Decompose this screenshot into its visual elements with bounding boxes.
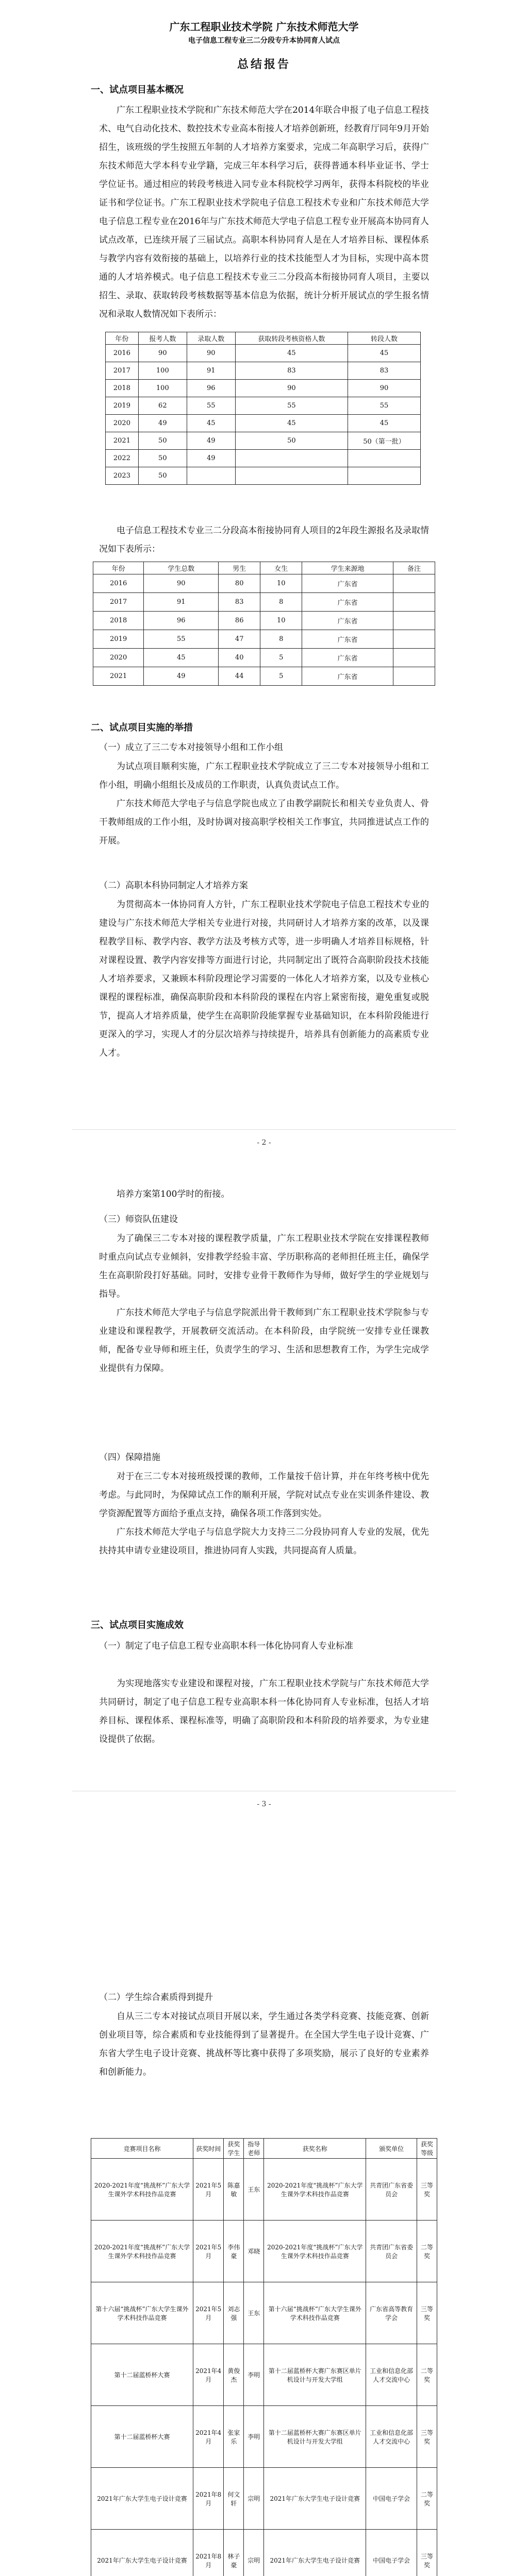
table-cell: 62 (138, 397, 187, 415)
paragraph-text: 为了确保三二专本对接的课程教学质量，广东工程职业技术学院在安排课程教师时重点向试点专业倾斜，安排教学经验丰富、学历职称高的老师担任班主任，确保学生在高职阶段打好基础。同时，安排专业骨干教师作为导师，做好学生的学业规划与指导。 (99, 1233, 429, 1299)
table-header-cell: 录取人数 (187, 332, 235, 345)
table-cell: 55 (235, 397, 348, 415)
student-source-table (93, 562, 435, 686)
table-cell: 广东省 (302, 612, 393, 630)
table-cell (187, 467, 235, 485)
table-cell: 2021年8月 (193, 2468, 224, 2530)
table-cell: 55 (144, 630, 219, 649)
table-cell: 三等奖 (417, 2159, 437, 2221)
table-cell: 工业和信息化部人才交流中心 (366, 2406, 417, 2468)
table-cell (348, 450, 420, 467)
table-row (91, 2530, 437, 2576)
table-cell: 第十二届蓝桥杯大赛 (91, 2406, 193, 2468)
table-cell: 二等奖 (417, 2468, 437, 2530)
table-cell: 2021年广东大学生电子设计竞赛 (264, 2530, 366, 2576)
table-cell: 100 (138, 380, 187, 397)
table-cell (393, 593, 435, 612)
paragraph-text: 广东技术师范大学电子与信息学院大力支持三二分段协同育人专业的发展，优先扶持其申请专业建设项目，推进协同育人实践，共同提高育人质量。 (99, 1527, 429, 1556)
table-cell: 2019 (106, 397, 139, 415)
table-row (93, 667, 435, 686)
table-cell: 2021 (93, 667, 144, 686)
table-cell: 2020-2021年度“挑战杯”广东大学生课外学术科技作品竞赛 (264, 2221, 366, 2282)
table-cell: 80 (219, 574, 260, 593)
table-cell: 55 (187, 397, 235, 415)
table-header-cell: 女生 (260, 562, 302, 574)
table-header-cell: 获奖等级 (417, 2139, 437, 2159)
table-header-cell: 获取转段考核资格人数 (235, 332, 348, 345)
table-cell: 49 (144, 667, 219, 686)
table-cell: 5 (260, 649, 302, 667)
table-cell: 96 (144, 612, 219, 630)
paragraph-table2-intro (99, 521, 429, 558)
table-cell (235, 467, 348, 485)
table-header-cell: 获奖学生 (224, 2139, 244, 2159)
table-cell: 2021年4月 (193, 2344, 224, 2406)
paragraph-intro (99, 101, 429, 324)
table-cell: 83 (219, 593, 260, 612)
paragraph-text: 广东技术师范大学电子与信息学院派出骨干教师到广东工程职业技术学院参与专业建设和课程教学，开展教研交流活动。在本科阶段，由学院统一安排专业任课教师，配备专业导师和班主任，负责学生的学习、生活和思想教育工作，为学生完成学业提供有力保障。 (99, 1308, 429, 1374)
table-cell: 2021年广东大学生电子设计竞赛 (91, 2530, 193, 2576)
table-cell: 100 (138, 362, 187, 380)
table-row (106, 362, 421, 380)
table-cell: 5 (260, 667, 302, 686)
table-cell: 二等奖 (417, 2344, 437, 2406)
table-cell: 2021年广东大学生电子设计竞赛 (91, 2468, 193, 2530)
table-header-cell: 竞赛项目名称 (91, 2139, 193, 2159)
subheading-3-1: （一）制定了电子信息工程专业高职本科一体化协同育人专业标准 (99, 1641, 353, 1651)
table-cell: 宗明 (244, 2530, 264, 2576)
paragraph-block (99, 1229, 429, 1378)
table-row (106, 415, 421, 432)
table-row (91, 2159, 437, 2221)
table-cell: 44 (219, 667, 260, 686)
table-row (93, 612, 435, 630)
table-cell: 2021年4月 (193, 2406, 224, 2468)
paragraph-text: 为实现地落实专业建设和课程对接，广东工程职业技术学院与广东技术师范大学共同研讨，制定了电子信息工程专业高职本科一体化协同育人专业标准，包括人才培养目标、课程体系、课程标准等，明确了高职阶段和本科阶段的培养要求，为专业建设提供了依据。 (99, 1679, 429, 1744)
table-cell: 50 (138, 467, 187, 485)
table-cell: 李明 (244, 2406, 264, 2468)
table-cell (393, 574, 435, 593)
table-cell: 50 (235, 432, 348, 450)
table-cell: 2021年5月 (193, 2159, 224, 2221)
table-cell: 2019 (93, 630, 144, 649)
table-cell: 工业和信息化部人才交流中心 (366, 2344, 417, 2406)
table-cell: 96 (187, 380, 235, 397)
subheading-2-4: （四）保障措施 (99, 1452, 160, 1463)
table-cell: 黄俊杰 (224, 2344, 244, 2406)
section-heading-2: 二、试点项目实施的举措 (91, 722, 193, 733)
table-cell: 8 (260, 630, 302, 649)
table-cell: 刘志强 (224, 2282, 244, 2344)
report-heading: 总结报告 (237, 58, 291, 71)
page-divider (72, 1129, 456, 1130)
table-row (106, 397, 421, 415)
subheading-3-2: （二）学生综合素质得到提升 (99, 1992, 213, 2003)
table-cell: 49 (138, 415, 187, 432)
table-cell: 广东省 (302, 667, 393, 686)
table-cell: 10 (260, 612, 302, 630)
table-cell: 2017 (93, 593, 144, 612)
table-cell: 50（第一批） (348, 432, 420, 450)
table-header-cell: 年份 (93, 562, 144, 574)
table-cell (393, 630, 435, 649)
table-header-cell: 学生来源地 (302, 562, 393, 574)
table-cell: 第十六届“挑战杯”广东大学生课外学术科技作品竞赛 (91, 2282, 193, 2344)
table-cell: 91 (144, 593, 219, 612)
section-heading-1: 一、试点项目基本概况 (91, 84, 184, 95)
table-cell: 2021年5月 (193, 2282, 224, 2344)
table-cell: 2021 (106, 432, 139, 450)
table-cell: 广东省 (302, 630, 393, 649)
table-cell: 第十六届“挑战杯”广东大学生课外学术科技作品竞赛 (264, 2282, 366, 2344)
table-cell (393, 649, 435, 667)
table-cell: 广东省 (302, 574, 393, 593)
paragraph-block (99, 1467, 429, 1560)
subheading-2-2: （二）高职本科协同制定人才培养方案 (99, 880, 248, 891)
subheading-2-1: （一）成立了三二专本对接领导小组和工作小组 (99, 742, 283, 753)
table-cell: 90 (138, 345, 187, 362)
table-cell: 2016 (93, 574, 144, 593)
table-cell: 10 (260, 574, 302, 593)
table-cell: 共青团广东省委员会 (366, 2221, 417, 2282)
table-cell: 50 (138, 450, 187, 467)
paragraph-block (99, 757, 429, 850)
enrollment-table (105, 332, 421, 485)
table-cell: 共青团广东省委员会 (366, 2159, 417, 2221)
table-cell: 广东省高等教育学会 (366, 2282, 417, 2344)
table-row (93, 574, 435, 593)
table-header-cell: 报考人数 (138, 332, 187, 345)
table-row (106, 432, 421, 450)
table-cell: 2020-2021年度“挑战杯”广东大学生课外学术科技作品竞赛 (91, 2159, 193, 2221)
table-cell: 90 (187, 345, 235, 362)
table-header-cell: 颁奖单位 (366, 2139, 417, 2159)
table-cell: 广东省 (302, 649, 393, 667)
table-cell (393, 667, 435, 686)
document-title: 广东工程职业技术学院 广东技术师范大学 (169, 21, 359, 33)
table-header-cell: 获奖时间 (193, 2139, 224, 2159)
table-cell: 2021年广东大学生电子设计竞赛 (264, 2468, 366, 2530)
table-cell: 8 (260, 593, 302, 612)
paragraph-block (99, 2007, 429, 2081)
table-cell: 45 (235, 415, 348, 432)
table-cell: 邓晓 (244, 2221, 264, 2282)
table-cell: 2022 (106, 450, 139, 467)
table-cell: 王东 (244, 2282, 264, 2344)
table-cell: 三等奖 (417, 2530, 437, 2576)
paragraph-text: 电子信息工程技术专业三二分段高本衔接协同育人项目的2年段生源报名及录取情况如下表所示： (99, 526, 429, 554)
table-cell: 91 (187, 362, 235, 380)
section-heading-3: 三、试点项目实施成效 (91, 1620, 184, 1631)
table-row (106, 380, 421, 397)
table-row (93, 593, 435, 612)
table-header-cell: 年份 (106, 332, 139, 345)
page-number: - 3 - (257, 1800, 271, 1808)
table-header-cell: 指导老师 (244, 2139, 264, 2159)
paragraph-text: 自从三二专本对接试点项目开展以来，学生通过各类学科竞赛、技能竞赛、创新创业项目等，综合素质和专业技能得到了显著提升。在全国大学生电子设计竞赛、广东省大学生电子设计竞赛、挑战杯等比赛中获得了多项奖励，展示了良好的专业素养和创新能力。 (99, 2011, 429, 2077)
table-cell: 83 (235, 362, 348, 380)
table-header-cell: 获奖名称 (264, 2139, 366, 2159)
table-cell: 2021年5月 (193, 2221, 224, 2282)
paragraph-text: 广东技术师范大学电子与信息学院也成立了由教学副院长和相关专业负责人、骨干教师组成的工作小组，及时协调对接高职学校相关工作事宜，共同推进试点工作的开展。 (99, 799, 429, 846)
paragraph-block (99, 895, 429, 1062)
table-cell: 2020-2021年度“挑战杯”广东大学生课外学术科技作品竞赛 (91, 2221, 193, 2282)
table-row (91, 2344, 437, 2406)
table-row (93, 649, 435, 667)
table-cell: 40 (219, 649, 260, 667)
table-header-cell: 学生总数 (144, 562, 219, 574)
document-subtitle: 电子信息工程专业三二分段专升本协同育人试点 (188, 37, 340, 45)
table-cell: 广东省 (302, 593, 393, 612)
table-header-cell: 转段人数 (348, 332, 420, 345)
table-cell: 2020 (106, 415, 139, 432)
table-cell: 2017 (106, 362, 139, 380)
table-cell: 李明 (244, 2344, 264, 2406)
table-row (106, 450, 421, 467)
table-cell: 林子豪 (224, 2530, 244, 2576)
table-cell: 李伟豪 (224, 2221, 244, 2282)
paragraph-block (99, 1185, 429, 1204)
table-cell: 三等奖 (417, 2406, 437, 2468)
table-cell: 中国电子学会 (366, 2468, 417, 2530)
table-cell: 第十二届蓝桥杯大赛 (91, 2344, 193, 2406)
table-row (91, 2282, 437, 2344)
table-cell: 2021年8月 (193, 2530, 224, 2576)
paragraph-text: 为贯彻高本一体协同育人方针，广东工程职业技术学院电子信息工程技术专业的建设与广东技术师范大学相关专业进行对接，共同研讨人才培养方案的改革，以及课程教学目标、教学内容、教学方法及考核方式等，进一步明确人才培养目标规格，针对课程设置、教学内容安排等方面进行讨论，共同制定出了既符合高职阶段技术技能人才培养要求，又兼顾本科阶段理论学习需要的一体化人才培养方案，以及专业核心课程的课程标准，确保高职阶段和本科阶段的课程在内容上紧密衔接，避免重复或脱节，提高人才培养质量，使学生在高职阶段能掌握专业基础知识，在本科阶段能进行更深入的学习，实现人才的分层次培养与持续提升，培养具有创新能力的高素质专业人才。 (99, 900, 429, 1058)
table-cell: 86 (219, 612, 260, 630)
table-cell: 何文轩 (224, 2468, 244, 2530)
table-row (91, 2221, 437, 2282)
table-cell: 45 (235, 345, 348, 362)
table-cell: 90 (348, 380, 420, 397)
table-cell: 45 (348, 345, 420, 362)
table-cell: 2018 (93, 612, 144, 630)
table-cell: 张家乐 (224, 2406, 244, 2468)
table-cell: 第十二届蓝桥杯大赛广东赛区单片机设计与开发大学组 (264, 2406, 366, 2468)
table-cell: 49 (187, 450, 235, 467)
table-cell: 第十二届蓝桥杯大赛广东赛区单片机设计与开发大学组 (264, 2344, 366, 2406)
table-row (91, 2406, 437, 2468)
table-cell: 2016 (106, 345, 139, 362)
paragraph-text: 广东工程职业技术学院和广东技术师范大学在2014年联合申报了电子信息工程技术、电气自动化技术、数控技术专业高本衔接人才培养创新班，经教育厅同年9月开始招生，该班级的学生按照五年制的人才培养方案要求，完成二年高职学习后，获得广东技术师范大学本科专业学籍，完成三年本科学习后，获得普通本科毕业证书、学士学位证书。通过相应的转段考核进入同专业本科院校学习两年，获得本科院校的毕业证书和学位证书。广东工程职业技术学院电子信息工程技术专业和广东技术师范大学电子信息工程专业在2016年与广东技术师范大学电子信息工程专业开展高本协同育人试点改革，已连续开展了三届试点。高职本科协同育人是在人才培养目标、课程体系与教学内容有效衔接的基础上，以培养行业的技术技能型人才为目标，实现中高本贯通的人才培养模式。电子信息工程技术专业三二分段高本衔接协同育人项目，主要以招生、录取、获取转段考核数据等基本信息为依据，统计分析开展试点的学生报名情况和录取人数情况如下表所示： (99, 105, 429, 319)
table-cell: 二等奖 (417, 2221, 437, 2282)
table-cell: 中国电子学会 (366, 2530, 417, 2576)
table-cell: 47 (219, 630, 260, 649)
table-cell: 45 (144, 649, 219, 667)
paragraph-text: 对于在三二专本对接班级授课的教师，工作量按千倍计算，并在年终考核中优先考虑。与此同时，为保障试点工作的顺利开展，学院对试点专业在实训条件建设、教学资源配置等方面给予重点支持，确保各项工作落到实处。 (99, 1471, 429, 1519)
table-cell: 49 (187, 432, 235, 450)
table-cell: 2020-2021年度“挑战杯”广东大学生课外学术科技作品竞赛 (264, 2159, 366, 2221)
table-cell (235, 450, 348, 467)
table-row (106, 467, 421, 485)
table-cell: 45 (348, 415, 420, 432)
paragraph-block (99, 1674, 429, 1749)
table-cell: 王东 (244, 2159, 264, 2221)
subheading-2-3: （三）师资队伍建设 (99, 1214, 178, 1225)
table-row (93, 630, 435, 649)
table-cell: 45 (187, 415, 235, 432)
table-cell: 90 (144, 574, 219, 593)
table-cell: 50 (138, 432, 187, 450)
table-cell (348, 467, 420, 485)
table-row (106, 345, 421, 362)
table-cell: 宗明 (244, 2468, 264, 2530)
table-header-cell: 备注 (393, 562, 435, 574)
table-cell: 2018 (106, 380, 139, 397)
paragraph-text: 培养方案第100学时的衔接。 (117, 1189, 230, 1199)
table-row (91, 2468, 437, 2530)
table-cell: 55 (348, 397, 420, 415)
awards-table (91, 2138, 437, 2576)
table-cell: 三等奖 (417, 2282, 437, 2344)
table-header-cell: 男生 (219, 562, 260, 574)
table-cell: 2020 (93, 649, 144, 667)
table-cell: 陈嘉敏 (224, 2159, 244, 2221)
page-number: - 2 - (257, 1139, 271, 1147)
table-cell: 2023 (106, 467, 139, 485)
table-cell: 90 (235, 380, 348, 397)
paragraph-text: 为试点项目顺利实施，广东工程职业技术学院成立了三二专本对接领导小组和工作小组，明确小组组长及成员的工作职责，认真负责试点工作。 (99, 761, 429, 790)
table-cell (393, 612, 435, 630)
table-cell: 83 (348, 362, 420, 380)
